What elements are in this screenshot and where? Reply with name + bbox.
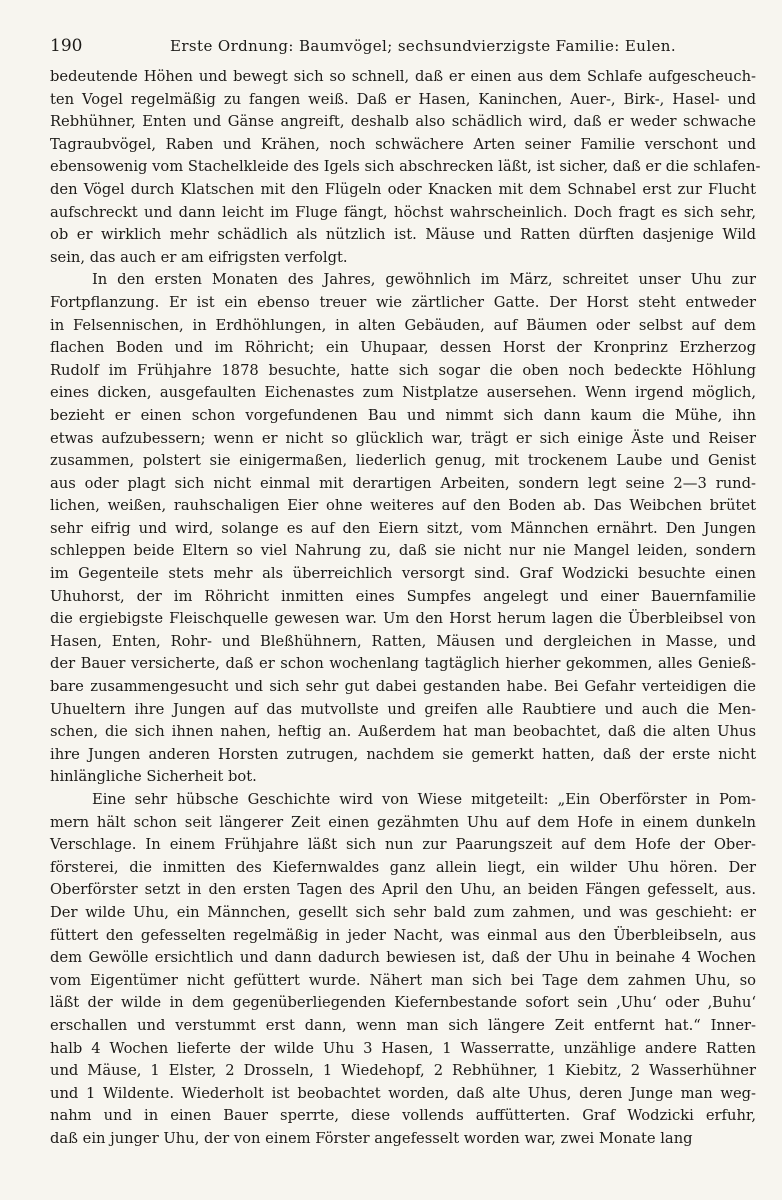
text-line: mern hält schon seit längerer Zeit einen gezähmten Uhu auf dem Hofe in einem dunkeln	[50, 813, 756, 831]
text-line: bezieht er einen schon vorgefundenen Bau und nimmt sich dann kaum die Mühe, ihn	[50, 406, 756, 424]
text-line: Hasen, Enten, Rohr- und Bleßhühnern, Ratten, Mäusen und dergleichen in Masse, und	[50, 632, 756, 650]
text-line: füttert den gefesselten regelmäßig in jeder Nacht, was einmal aus den Überbleibseln, aus	[50, 926, 756, 944]
text-line: schleppen beide Eltern so viel Nahrung zu, daß sie nicht nur nie Mangel leiden, sondern	[50, 542, 756, 560]
text-line: Uhueltern ihre Jungen auf das mutvollste und greifen alle Raubtiere und auch die Men-	[50, 700, 756, 718]
text-line: bare zusammengesucht und sich sehr gut dabei gestanden habe. Bei Gefahr verteidigen die	[50, 678, 756, 696]
text-line: ebensowenig vom Stachelkleide des Igels sich abschrecken läßt, ist sicher, daß er die schlafen-	[50, 158, 761, 176]
text-line: Eine sehr hübsche Geschichte wird von Wiese mitgeteilt: „Ein Oberförster in Pom-	[92, 791, 756, 808]
text-line: etwas aufzubessern; wenn er nicht so glücklich war, trägt er sich einige Äste und Reiser	[50, 429, 756, 447]
text-line: ten Vogel regelmäßig zu fangen weiß. Daß er Hasen, Kaninchen, Auer-, Birk-, Hasel- und	[50, 90, 756, 108]
text-line: den Vögel durch Klatschen mit den Flügeln oder Knacken mit dem Schnabel erst zur Flucht	[50, 180, 756, 198]
text-line: lichen, weißen, rauhschaligen Eier ohne weiteres auf den Boden ab. Das Weibchen brütet	[50, 497, 756, 515]
page-number: 190	[50, 36, 83, 56]
text-line: aufschreckt und dann leicht im Fluge fängt, höchst wahrscheinlich. Doch fragt es sich sehr,	[50, 203, 756, 221]
text-line: in Felsennischen, in Erdhöhlungen, in alten Gebäuden, auf Bäumen oder selbst auf dem	[50, 316, 756, 334]
text-line: eines dicken, ausgefaulten Eichenastes zum Nistplatze ausersehen. Wenn irgend möglich,	[50, 384, 756, 402]
page-header	[50, 36, 756, 66]
text-line: der Bauer versicherte, daß er schon wochenlang tagtäglich hierher gekommen, alles Genieß-	[50, 655, 756, 673]
text-line: halb 4 Wochen lieferte der wilde Uhu 3 Hasen, 1 Wasserratte, unzählige andere Ratten	[50, 1039, 756, 1057]
text-line: In den ersten Monaten des Jahres, gewöhnlich im März, schreitet unser Uhu zur	[92, 271, 756, 289]
text-line: dem Gewölle ersichtlich und dann dadurch bewiesen ist, daß der Uhu in beinahe 4 Wochen	[50, 949, 756, 967]
text-line: und 1 Wildente. Wiederholt ist beobachtet worden, daß alte Uhus, deren Junge man weg-	[50, 1084, 756, 1102]
text-line: Verschlage. In einem Frühjahre läßt sich nun zur Paarungszeit auf dem Hofe der Ober-	[50, 836, 756, 854]
text-line: nahm und in einen Bauer sperrte, diese vollends auffütterten. Graf Wodzicki erfuhr,	[50, 1107, 756, 1125]
text-line: zusammen, polstert sie einigermaßen, liederlich genug, mit trockenem Laube und Genist	[50, 452, 756, 470]
text-line: bedeutende Höhen und bewegt sich so schnell, daß er einen aus dem Schlafe aufgescheuch-	[50, 68, 756, 85]
text-line: schen, die sich ihnen nahen, heftig an. Außerdem hat man beobachtet, daß die alten Uhus	[50, 723, 756, 741]
text-line: hinlängliche Sicherheit bot.	[50, 768, 257, 786]
text-line: im Gegenteile stets mehr als überreichlich versorgt sind. Graf Wodzicki besuchte einen	[50, 565, 756, 583]
text-line: Der wilde Uhu, ein Männchen, gesellt sich sehr bald zum zahmen, und was geschieht: er	[50, 903, 756, 921]
text-line: Uhuhorst, der im Röhricht inmitten eines Sumpfes angelegt und einer Bauernfamilie	[50, 587, 756, 605]
text-line: Oberförster setzt in den ersten Tagen des April den Uhu, an beiden Fängen gefesselt, aus.	[50, 881, 756, 899]
text-line: vom Eigentümer nicht gefüttert wurde. Nähert man sich bei Tage dem zahmen Uhu, so	[50, 971, 756, 989]
text-line: sehr eifrig und wird, solange es auf den Eiern sitzt, vom Männchen ernährt. Den Jungen	[50, 519, 756, 537]
text-line: ob er wirklich mehr schädlich als nützlich ist. Mäuse und Ratten dürften dasjenige Wild	[50, 226, 756, 244]
text-line: erschallen und verstummt erst dann, wenn man sich längere Zeit entfernt hat.“ Inner-	[50, 1016, 756, 1034]
text-line: die ergiebigste Fleischquelle gewesen war. Um den Horst herum lagen die Überbleibsel von	[50, 610, 756, 628]
text-line: und Mäuse, 1 Elster, 2 Drosseln, 1 Wiedehopf, 2 Rebhühner, 1 Kiebitz, 2 Wasserhühner	[50, 1062, 756, 1080]
text-line: Fortpflanzung. Er ist ein ebenso treuer wie zärtlicher Gatte. Der Horst steht entweder	[50, 293, 756, 311]
text-line: sein, das auch er am eifrigsten verfolgt.	[50, 248, 348, 266]
body-text	[50, 66, 761, 1151]
text-line: aus oder plagt sich nicht einmal mit derartigen Arbeiten, sondern legt seine 2—3 rund-	[50, 474, 756, 492]
running-head: Erste Ordnung: Baumvögel; sechsundvierzigste Familie: Eulen.	[170, 37, 677, 55]
text-line: daß ein junger Uhu, der von einem Förster angefesselt worden war, zwei Monate lang	[50, 1129, 693, 1147]
text-line: Rebhühner, Enten und Gänse angreift, deshalb also schädlich wird, daß er weder schwache	[50, 113, 756, 131]
text-line: flachen Boden und im Röhricht; ein Uhupaar, dessen Horst der Kronprinz Erzherzog	[50, 339, 756, 357]
text-line: läßt der wilde in dem gegenüberliegenden Kiefernbestande sofort sein ‚Uhu‘ oder ‚Buhu‘	[50, 994, 756, 1012]
text-line: försterei, die inmitten des Kiefernwaldes ganz allein liegt, ein wilder Uhu hören. Der	[50, 858, 756, 876]
text-line: Tagraubvögel, Raben und Krähen, noch schwächere Arten seiner Familie verschont und	[50, 135, 756, 153]
text-line: ihre Jungen anderen Horsten zutrugen, nachdem sie gemerkt hatten, daß der erste nicht	[50, 745, 756, 763]
text-line: Rudolf im Frühjahre 1878 besuchte, hatte sich sogar die oben noch bedeckte Höhlung	[50, 361, 756, 379]
